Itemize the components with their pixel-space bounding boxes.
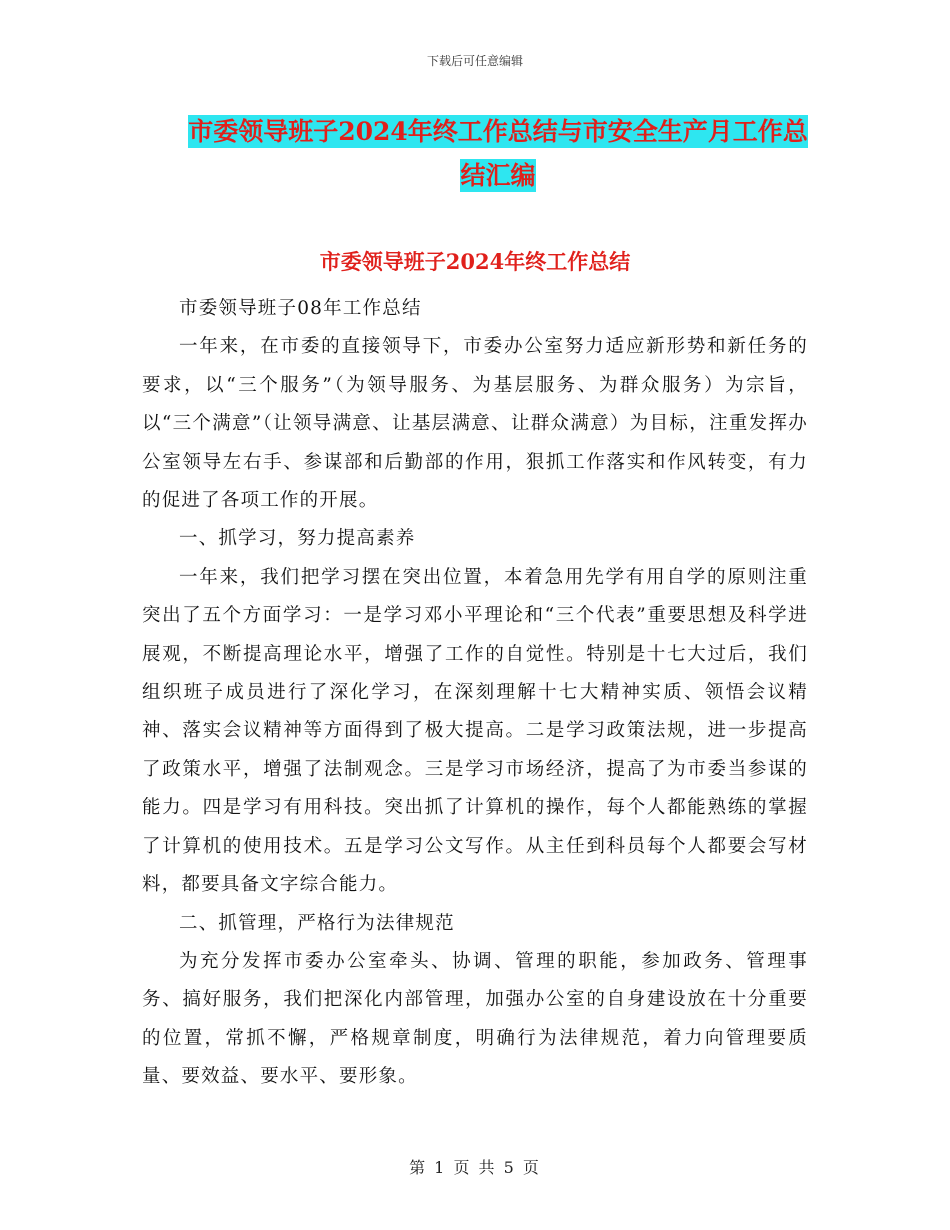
document-body — [142, 290, 808, 1097]
body-heading: 一、抓学习，努力提高素养 — [179, 528, 416, 550]
body-paragraph: 为充分发挥市委办公室牵头、协调、管理的职能，参加政务、管理事务、搞好服务，我们把深化内部管理，加强办公室的自身建设放在十分重要的位置，常抓不懈，严格规章制度，明确行为法律规范，着力向管理要质量、要效益、要水平、要形象。 — [142, 950, 808, 1088]
body-paragraph: 一年来，我们把学习摆在突出位置，本着急用先学有用自学的原则注重突出了五个方面学习：一是学习邓小平理论和“三个代表”重要思想及科学进展观，不断提高理论水平，增强了工作的自觉性。特别是十七大过后，我们组织班子成员进行了深化学习，在深刻理解十七大精神实质、领悟会议精神、落实会议精神等方面得到了极大提高。二是学习政策法规，进一步提高了政策水平，增强了法制观念。三是学习市场经济，提高了为市委当参谋的能力。四是学习有用科技。突出抓了计算机的操作，每个人都能熟练的掌握了计算机的使用技术。五是学习公文写作。从主任到科员每个人都要会写材料，都要具备文字综合能力。 — [142, 566, 808, 896]
body-paragraph: 市委领导班子08年工作总结 — [179, 298, 422, 319]
document-title-text: 市委领导班子2024年终工作总结与市安全生产月工作总结汇编 — [188, 117, 808, 190]
document-title — [188, 110, 808, 198]
page-number: 第 1 页 共 5 页 — [409, 1158, 541, 1177]
section-title: 市委领导班子2024年终工作总结 — [319, 249, 631, 274]
body-paragraph: 一年来，在市委的直接领导下，市委办公室努力适应新形势和新任务的要求，以“三个服务”（为领导服务、为基层服务、为群众服务）为宗旨，以“三个满意”（让领导满意、让基层满意、让群众满意）为目标，注重发挥办公室领导左右手、参谋部和后勤部的作用，狠抓工作落实和作风转变，有力的促进了各项工作的开展。 — [142, 336, 808, 512]
body-heading: 二、抓管理，严格行为法律规范 — [179, 912, 455, 934]
header-note: 下载后可任意编辑 — [426, 54, 523, 68]
